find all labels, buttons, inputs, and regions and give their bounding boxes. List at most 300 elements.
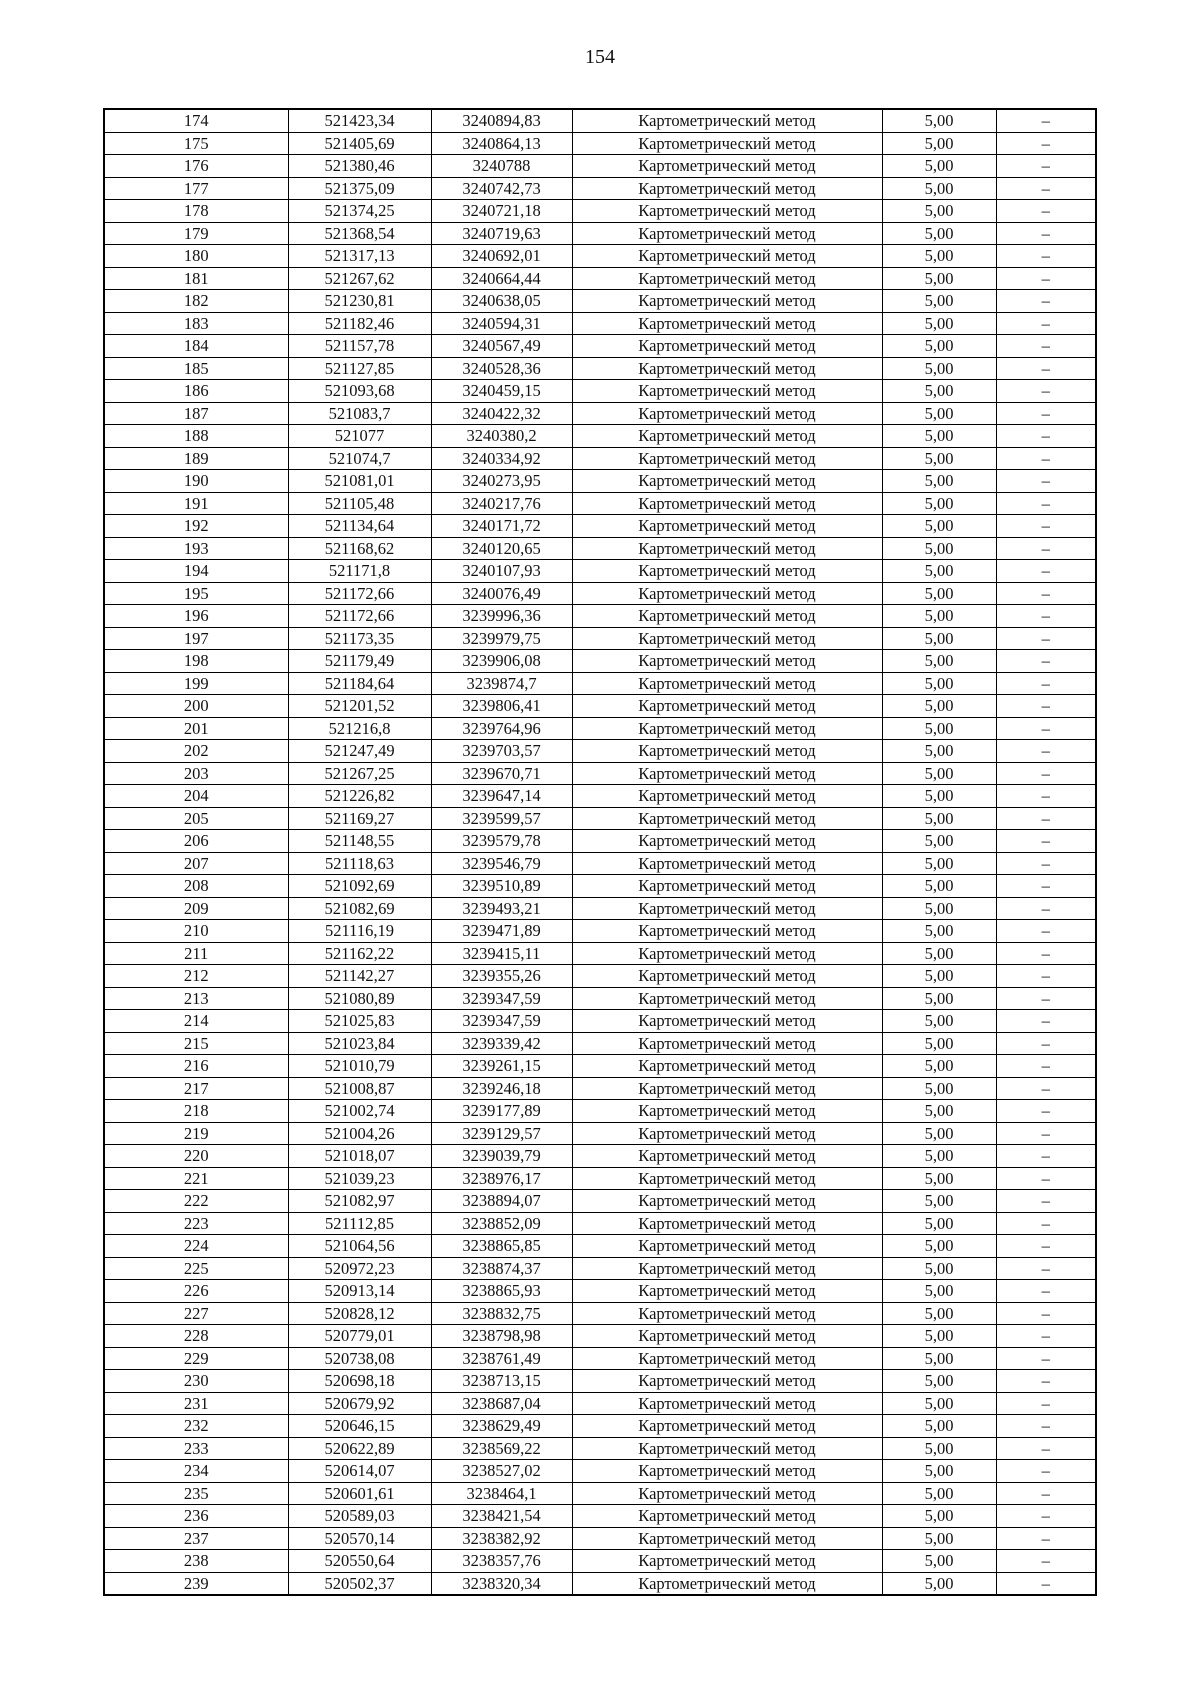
y-coordinate-cell: 3240894,83 (431, 109, 572, 132)
method-cell: Картометрический метод (572, 1392, 882, 1415)
accuracy-cell: 5,00 (882, 1460, 996, 1483)
y-coordinate-cell: 3239246,18 (431, 1077, 572, 1100)
table-row (104, 830, 1096, 853)
point-number-cell: 185 (104, 357, 288, 380)
table-row (104, 132, 1096, 155)
x-coordinate-cell: 521093,68 (288, 380, 431, 403)
note-cell: – (996, 942, 1096, 965)
method-cell: Картометрический метод (572, 425, 882, 448)
point-number-cell: 230 (104, 1370, 288, 1393)
accuracy-cell: 5,00 (882, 1572, 996, 1595)
x-coordinate-cell: 521380,46 (288, 155, 431, 178)
note-cell: – (996, 267, 1096, 290)
point-number-cell: 194 (104, 560, 288, 583)
table-row (104, 1077, 1096, 1100)
x-coordinate-cell: 521082,69 (288, 897, 431, 920)
note-cell: – (996, 582, 1096, 605)
y-coordinate-cell: 3238464,1 (431, 1482, 572, 1505)
point-number-cell: 228 (104, 1325, 288, 1348)
note-cell: – (996, 1527, 1096, 1550)
x-coordinate-cell: 521184,64 (288, 672, 431, 695)
method-cell: Картометрический метод (572, 357, 882, 380)
y-coordinate-cell: 3238761,49 (431, 1347, 572, 1370)
method-cell: Картометрический метод (572, 1010, 882, 1033)
y-coordinate-cell: 3238798,98 (431, 1325, 572, 1348)
point-number-cell: 202 (104, 740, 288, 763)
table-row (104, 762, 1096, 785)
method-cell: Картометрический метод (572, 942, 882, 965)
x-coordinate-cell: 521226,82 (288, 785, 431, 808)
y-coordinate-cell: 3240664,44 (431, 267, 572, 290)
y-coordinate-cell: 3239347,59 (431, 987, 572, 1010)
table-row (104, 1482, 1096, 1505)
table-row (104, 1122, 1096, 1145)
y-coordinate-cell: 3238569,22 (431, 1437, 572, 1460)
table-row (104, 1100, 1096, 1123)
accuracy-cell: 5,00 (882, 1437, 996, 1460)
method-cell: Картометрический метод (572, 1527, 882, 1550)
accuracy-cell: 5,00 (882, 425, 996, 448)
y-coordinate-cell: 3239579,78 (431, 830, 572, 853)
x-coordinate-cell: 520698,18 (288, 1370, 431, 1393)
table-row (104, 537, 1096, 560)
table-row (104, 425, 1096, 448)
method-cell: Картометрический метод (572, 1460, 882, 1483)
point-number-cell: 190 (104, 470, 288, 493)
accuracy-cell: 5,00 (882, 1280, 996, 1303)
x-coordinate-cell: 520972,23 (288, 1257, 431, 1280)
method-cell: Картометрический метод (572, 582, 882, 605)
table-row (104, 109, 1096, 132)
table-row (104, 1032, 1096, 1055)
note-cell: – (996, 762, 1096, 785)
table-row (104, 1055, 1096, 1078)
accuracy-cell: 5,00 (882, 627, 996, 650)
y-coordinate-cell: 3238320,34 (431, 1572, 572, 1595)
accuracy-cell: 5,00 (882, 312, 996, 335)
x-coordinate-cell: 521105,48 (288, 492, 431, 515)
point-number-cell: 225 (104, 1257, 288, 1280)
y-coordinate-cell: 3239703,57 (431, 740, 572, 763)
x-coordinate-cell: 521162,22 (288, 942, 431, 965)
x-coordinate-cell: 520738,08 (288, 1347, 431, 1370)
note-cell: – (996, 1437, 1096, 1460)
point-number-cell: 177 (104, 177, 288, 200)
y-coordinate-cell: 3238687,04 (431, 1392, 572, 1415)
y-coordinate-cell: 3240107,93 (431, 560, 572, 583)
point-number-cell: 220 (104, 1145, 288, 1168)
y-coordinate-cell: 3238832,75 (431, 1302, 572, 1325)
point-number-cell: 229 (104, 1347, 288, 1370)
accuracy-cell: 5,00 (882, 942, 996, 965)
y-coordinate-cell: 3240788 (431, 155, 572, 178)
y-coordinate-cell: 3238894,07 (431, 1190, 572, 1213)
point-number-cell: 239 (104, 1572, 288, 1595)
y-coordinate-cell: 3239339,42 (431, 1032, 572, 1055)
note-cell: – (996, 1460, 1096, 1483)
method-cell: Картометрический метод (572, 920, 882, 943)
accuracy-cell: 5,00 (882, 1370, 996, 1393)
x-coordinate-cell: 520614,07 (288, 1460, 431, 1483)
y-coordinate-cell: 3239546,79 (431, 852, 572, 875)
note-cell: – (996, 987, 1096, 1010)
method-cell: Картометрический метод (572, 1190, 882, 1213)
y-coordinate-cell: 3238382,92 (431, 1527, 572, 1550)
accuracy-cell: 5,00 (882, 492, 996, 515)
y-coordinate-cell: 3240528,36 (431, 357, 572, 380)
method-cell: Картометрический метод (572, 380, 882, 403)
point-number-cell: 223 (104, 1212, 288, 1235)
note-cell: – (996, 380, 1096, 403)
y-coordinate-cell: 3240273,95 (431, 470, 572, 493)
point-number-cell: 200 (104, 695, 288, 718)
note-cell: – (996, 357, 1096, 380)
y-coordinate-cell: 3239510,89 (431, 875, 572, 898)
accuracy-cell: 5,00 (882, 1145, 996, 1168)
table-row (104, 155, 1096, 178)
method-cell: Картометрический метод (572, 875, 882, 898)
accuracy-cell: 5,00 (882, 1122, 996, 1145)
table-row (104, 672, 1096, 695)
table-row (104, 335, 1096, 358)
method-cell: Картометрический метод (572, 515, 882, 538)
coordinates-table (103, 108, 1097, 1596)
table-row (104, 1010, 1096, 1033)
x-coordinate-cell: 520828,12 (288, 1302, 431, 1325)
note-cell: – (996, 1055, 1096, 1078)
method-cell: Картометрический метод (572, 987, 882, 1010)
accuracy-cell: 5,00 (882, 335, 996, 358)
y-coordinate-cell: 3239874,7 (431, 672, 572, 695)
note-cell: – (996, 492, 1096, 515)
note-cell: – (996, 717, 1096, 740)
note-cell: – (996, 1257, 1096, 1280)
point-number-cell: 212 (104, 965, 288, 988)
accuracy-cell: 5,00 (882, 560, 996, 583)
accuracy-cell: 5,00 (882, 605, 996, 628)
point-number-cell: 227 (104, 1302, 288, 1325)
x-coordinate-cell: 520550,64 (288, 1550, 431, 1573)
y-coordinate-cell: 3239261,15 (431, 1055, 572, 1078)
x-coordinate-cell: 521008,87 (288, 1077, 431, 1100)
y-coordinate-cell: 3240692,01 (431, 245, 572, 268)
x-coordinate-cell: 520779,01 (288, 1325, 431, 1348)
x-coordinate-cell: 521074,7 (288, 447, 431, 470)
method-cell: Картометрический метод (572, 1077, 882, 1100)
method-cell: Картометрический метод (572, 200, 882, 223)
y-coordinate-cell: 3239039,79 (431, 1145, 572, 1168)
note-cell: – (996, 1505, 1096, 1528)
table-row (104, 717, 1096, 740)
note-cell: – (996, 1392, 1096, 1415)
method-cell: Картометрический метод (572, 155, 882, 178)
method-cell: Картометрический метод (572, 1482, 882, 1505)
accuracy-cell: 5,00 (882, 177, 996, 200)
table-row (104, 1257, 1096, 1280)
table-row (104, 695, 1096, 718)
note-cell: – (996, 695, 1096, 718)
point-number-cell: 176 (104, 155, 288, 178)
x-coordinate-cell: 521267,25 (288, 762, 431, 785)
method-cell: Картометрический метод (572, 965, 882, 988)
note-cell: – (996, 1280, 1096, 1303)
note-cell: – (996, 1235, 1096, 1258)
method-cell: Картометрический метод (572, 132, 882, 155)
method-cell: Картометрический метод (572, 1167, 882, 1190)
page-number: 154 (585, 46, 615, 68)
point-number-cell: 207 (104, 852, 288, 875)
x-coordinate-cell: 520502,37 (288, 1572, 431, 1595)
y-coordinate-cell: 3239647,14 (431, 785, 572, 808)
y-coordinate-cell: 3240638,05 (431, 290, 572, 313)
table-row (104, 942, 1096, 965)
point-number-cell: 195 (104, 582, 288, 605)
note-cell: – (996, 1077, 1096, 1100)
method-cell: Картометрический метод (572, 1235, 882, 1258)
x-coordinate-cell: 521134,64 (288, 515, 431, 538)
method-cell: Картометрический метод (572, 852, 882, 875)
method-cell: Картометрический метод (572, 402, 882, 425)
x-coordinate-cell: 521216,8 (288, 717, 431, 740)
y-coordinate-cell: 3238865,93 (431, 1280, 572, 1303)
table-row (104, 1302, 1096, 1325)
y-coordinate-cell: 3239471,89 (431, 920, 572, 943)
point-number-cell: 189 (104, 447, 288, 470)
y-coordinate-cell: 3238874,37 (431, 1257, 572, 1280)
point-number-cell: 236 (104, 1505, 288, 1528)
table-row (104, 515, 1096, 538)
table-row (104, 357, 1096, 380)
point-number-cell: 179 (104, 222, 288, 245)
note-cell: – (996, 650, 1096, 673)
note-cell: – (996, 312, 1096, 335)
note-cell: – (996, 1370, 1096, 1393)
table-row (104, 1460, 1096, 1483)
method-cell: Картометрический метод (572, 1550, 882, 1573)
accuracy-cell: 5,00 (882, 1347, 996, 1370)
table-row (104, 1527, 1096, 1550)
point-number-cell: 221 (104, 1167, 288, 1190)
table-row (104, 267, 1096, 290)
accuracy-cell: 5,00 (882, 650, 996, 673)
table-body (104, 109, 1096, 1595)
method-cell: Картометрический метод (572, 470, 882, 493)
note-cell: – (996, 470, 1096, 493)
table-row (104, 560, 1096, 583)
y-coordinate-cell: 3240742,73 (431, 177, 572, 200)
point-number-cell: 174 (104, 109, 288, 132)
accuracy-cell: 5,00 (882, 717, 996, 740)
accuracy-cell: 5,00 (882, 1415, 996, 1438)
y-coordinate-cell: 3240567,49 (431, 335, 572, 358)
point-number-cell: 196 (104, 605, 288, 628)
note-cell: – (996, 1145, 1096, 1168)
table-row (104, 245, 1096, 268)
y-coordinate-cell: 3240217,76 (431, 492, 572, 515)
point-number-cell: 203 (104, 762, 288, 785)
table-row (104, 627, 1096, 650)
point-number-cell: 188 (104, 425, 288, 448)
point-number-cell: 178 (104, 200, 288, 223)
accuracy-cell: 5,00 (882, 1032, 996, 1055)
accuracy-cell: 5,00 (882, 470, 996, 493)
accuracy-cell: 5,00 (882, 987, 996, 1010)
x-coordinate-cell: 521081,01 (288, 470, 431, 493)
method-cell: Картометрический метод (572, 1415, 882, 1438)
method-cell: Картометрический метод (572, 1347, 882, 1370)
table-row (104, 1437, 1096, 1460)
x-coordinate-cell: 521127,85 (288, 357, 431, 380)
x-coordinate-cell: 521157,78 (288, 335, 431, 358)
table-row (104, 1392, 1096, 1415)
method-cell: Картометрический метод (572, 1257, 882, 1280)
point-number-cell: 219 (104, 1122, 288, 1145)
note-cell: – (996, 740, 1096, 763)
x-coordinate-cell: 521080,89 (288, 987, 431, 1010)
accuracy-cell: 5,00 (882, 1055, 996, 1078)
table-row (104, 1190, 1096, 1213)
table-row (104, 470, 1096, 493)
table-row (104, 1370, 1096, 1393)
point-number-cell: 193 (104, 537, 288, 560)
table-row (104, 1145, 1096, 1168)
table-row (104, 852, 1096, 875)
point-number-cell: 192 (104, 515, 288, 538)
method-cell: Картометрический метод (572, 605, 882, 628)
x-coordinate-cell: 521142,27 (288, 965, 431, 988)
accuracy-cell: 5,00 (882, 222, 996, 245)
y-coordinate-cell: 3239979,75 (431, 627, 572, 650)
method-cell: Картометрический метод (572, 109, 882, 132)
point-number-cell: 226 (104, 1280, 288, 1303)
point-number-cell: 218 (104, 1100, 288, 1123)
y-coordinate-cell: 3239415,11 (431, 942, 572, 965)
x-coordinate-cell: 521010,79 (288, 1055, 431, 1078)
table-row (104, 312, 1096, 335)
point-number-cell: 181 (104, 267, 288, 290)
accuracy-cell: 5,00 (882, 830, 996, 853)
note-cell: – (996, 177, 1096, 200)
y-coordinate-cell: 3240864,13 (431, 132, 572, 155)
y-coordinate-cell: 3239996,36 (431, 605, 572, 628)
x-coordinate-cell: 521182,46 (288, 312, 431, 335)
accuracy-cell: 5,00 (882, 1505, 996, 1528)
method-cell: Картометрический метод (572, 1325, 882, 1348)
point-number-cell: 209 (104, 897, 288, 920)
note-cell: – (996, 155, 1096, 178)
note-cell: – (996, 515, 1096, 538)
note-cell: – (996, 1010, 1096, 1033)
y-coordinate-cell: 3238421,54 (431, 1505, 572, 1528)
y-coordinate-cell: 3240380,2 (431, 425, 572, 448)
accuracy-cell: 5,00 (882, 965, 996, 988)
method-cell: Картометрический метод (572, 650, 882, 673)
point-number-cell: 235 (104, 1482, 288, 1505)
accuracy-cell: 5,00 (882, 537, 996, 560)
accuracy-cell: 5,00 (882, 402, 996, 425)
note-cell: – (996, 109, 1096, 132)
note-cell: – (996, 132, 1096, 155)
table-row (104, 1550, 1096, 1573)
x-coordinate-cell: 521118,63 (288, 852, 431, 875)
accuracy-cell: 5,00 (882, 852, 996, 875)
point-number-cell: 237 (104, 1527, 288, 1550)
y-coordinate-cell: 3238527,02 (431, 1460, 572, 1483)
x-coordinate-cell: 521317,13 (288, 245, 431, 268)
x-coordinate-cell: 521173,35 (288, 627, 431, 650)
accuracy-cell: 5,00 (882, 762, 996, 785)
table-row (104, 920, 1096, 943)
point-number-cell: 233 (104, 1437, 288, 1460)
point-number-cell: 232 (104, 1415, 288, 1438)
point-number-cell: 211 (104, 942, 288, 965)
x-coordinate-cell: 521112,85 (288, 1212, 431, 1235)
method-cell: Картометрический метод (572, 627, 882, 650)
method-cell: Картометрический метод (572, 1055, 882, 1078)
accuracy-cell: 5,00 (882, 582, 996, 605)
method-cell: Картометрический метод (572, 245, 882, 268)
method-cell: Картометрический метод (572, 335, 882, 358)
table-row (104, 785, 1096, 808)
accuracy-cell: 5,00 (882, 1550, 996, 1573)
y-coordinate-cell: 3239906,08 (431, 650, 572, 673)
note-cell: – (996, 1100, 1096, 1123)
y-coordinate-cell: 3239177,89 (431, 1100, 572, 1123)
note-cell: – (996, 402, 1096, 425)
y-coordinate-cell: 3240719,63 (431, 222, 572, 245)
method-cell: Картометрический метод (572, 447, 882, 470)
table-row (104, 650, 1096, 673)
note-cell: – (996, 627, 1096, 650)
point-number-cell: 182 (104, 290, 288, 313)
accuracy-cell: 5,00 (882, 290, 996, 313)
method-cell: Картометрический метод (572, 1302, 882, 1325)
point-number-cell: 175 (104, 132, 288, 155)
x-coordinate-cell: 521172,66 (288, 582, 431, 605)
accuracy-cell: 5,00 (882, 785, 996, 808)
x-coordinate-cell: 520679,92 (288, 1392, 431, 1415)
table-row (104, 200, 1096, 223)
point-number-cell: 205 (104, 807, 288, 830)
x-coordinate-cell: 520622,89 (288, 1437, 431, 1460)
x-coordinate-cell: 521368,54 (288, 222, 431, 245)
method-cell: Картометрический метод (572, 177, 882, 200)
accuracy-cell: 5,00 (882, 740, 996, 763)
table-row (104, 1280, 1096, 1303)
point-number-cell: 222 (104, 1190, 288, 1213)
point-number-cell: 217 (104, 1077, 288, 1100)
x-coordinate-cell: 521171,8 (288, 560, 431, 583)
note-cell: – (996, 537, 1096, 560)
method-cell: Картометрический метод (572, 1572, 882, 1595)
y-coordinate-cell: 3240422,32 (431, 402, 572, 425)
note-cell: – (996, 447, 1096, 470)
y-coordinate-cell: 3239493,21 (431, 897, 572, 920)
y-coordinate-cell: 3240171,72 (431, 515, 572, 538)
note-cell: – (996, 785, 1096, 808)
note-cell: – (996, 245, 1096, 268)
x-coordinate-cell: 521092,69 (288, 875, 431, 898)
y-coordinate-cell: 3240076,49 (431, 582, 572, 605)
x-coordinate-cell: 520913,14 (288, 1280, 431, 1303)
accuracy-cell: 5,00 (882, 447, 996, 470)
x-coordinate-cell: 521082,97 (288, 1190, 431, 1213)
note-cell: – (996, 1167, 1096, 1190)
x-coordinate-cell: 521423,34 (288, 109, 431, 132)
x-coordinate-cell: 521169,27 (288, 807, 431, 830)
note-cell: – (996, 1325, 1096, 1348)
point-number-cell: 187 (104, 402, 288, 425)
